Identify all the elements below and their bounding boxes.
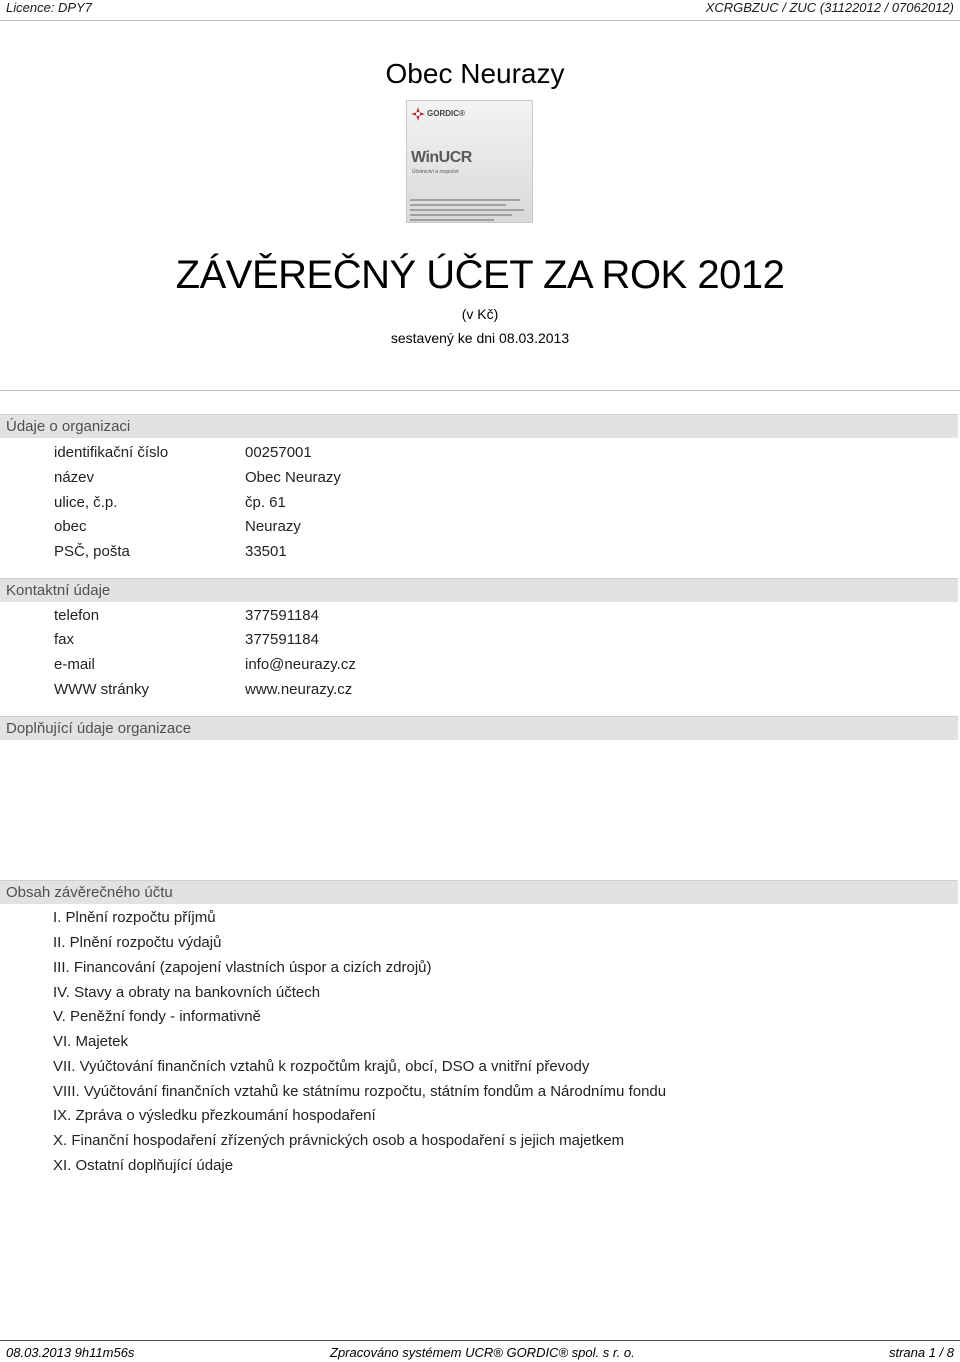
header-divider xyxy=(0,20,960,21)
org-value: 00257001 xyxy=(245,444,312,461)
logo-product: WinUCR xyxy=(411,149,472,166)
toc-item: V. Peněžní fondy - informativně xyxy=(53,1008,261,1025)
org-label: obec xyxy=(54,518,87,535)
section-organization: Údaje o organizaci xyxy=(0,414,958,438)
contact-label: fax xyxy=(54,631,75,648)
footer-processed-by: Zpracováno systémem UCR® GORDIC® spol. s r. o. xyxy=(330,1345,635,1360)
organization-title: Obec Neurazy xyxy=(385,58,565,89)
toc-item: III. Financování (zapojení vlastních úspor a cizích zdrojů) xyxy=(53,959,432,976)
toc-item: X. Finanční hospodaření zřízených právnických osob a hospodaření s jejich majetkem xyxy=(53,1132,625,1149)
license-label: Licence: DPY7 xyxy=(6,0,92,15)
toc-item: IX. Zpráva o výsledku přezkoumání hospodaření xyxy=(53,1107,376,1124)
toc-item: II. Plnění rozpočtu výdajů xyxy=(53,934,222,951)
contact-label: e-mail xyxy=(54,656,95,673)
toc-item: IV. Stavy a obraty na bankovních účtech xyxy=(53,984,321,1001)
currency-unit: (v Kč) xyxy=(461,306,499,322)
report-code: XCRGBZUC / ZUC (31122012 / 07062012) xyxy=(705,0,954,15)
logo-product-subtitle: Účetnictví a rozpočet xyxy=(412,169,459,175)
contact-value: 377591184 xyxy=(245,631,319,648)
org-value: Neurazy xyxy=(245,518,301,535)
logo-brand: GORDIC® xyxy=(427,109,465,118)
logo-fine-print xyxy=(410,199,530,223)
email-value: info@neurazy.cz xyxy=(245,656,356,673)
footer-timestamp: 08.03.2013 9h11m56s xyxy=(6,1345,135,1360)
contact-label: WWW stránky xyxy=(54,681,149,698)
contact-value: 377591184 xyxy=(245,607,319,624)
section-additional: Doplňující údaje organizace xyxy=(0,716,958,740)
compiled-date: sestavený ke dni 08.03.2013 xyxy=(390,330,570,346)
footer-page-number: strana 1 / 8 xyxy=(888,1345,954,1360)
org-label: název xyxy=(54,469,95,486)
org-label: identifikační číslo xyxy=(54,444,169,461)
winucr-logo xyxy=(406,100,533,223)
org-label: PSČ, pošta xyxy=(54,543,130,560)
toc-item: I. Plnění rozpočtu příjmů xyxy=(53,909,216,926)
org-label: ulice, č.p. xyxy=(54,494,118,511)
org-value: 33501 xyxy=(245,543,287,560)
website-value: www.neurazy.cz xyxy=(245,681,353,698)
section-contacts: Kontaktní údaje xyxy=(0,578,958,602)
toc-item: XI. Ostatní doplňující údaje xyxy=(53,1157,234,1174)
footer-divider xyxy=(0,1340,960,1341)
contact-label: telefon xyxy=(54,607,100,624)
toc-item: VII. Vyúčtování finančních vztahů k rozpočtům krajů, obcí, DSO a vnitřní převody xyxy=(53,1058,590,1075)
title-divider xyxy=(0,390,960,391)
toc-item: VI. Majetek xyxy=(53,1033,129,1050)
org-value: čp. 61 xyxy=(245,494,286,511)
document-title: ZÁVĚREČNÝ ÚČET ZA ROK 2012 xyxy=(175,253,785,297)
section-contents: Obsah závěrečného účtu xyxy=(0,880,958,904)
org-value: Obec Neurazy xyxy=(245,469,341,486)
gordic-star-icon xyxy=(411,107,425,121)
toc-item: VIII. Vyúčtování finančních vztahů ke státnímu rozpočtu, státním fondům a Národnímu fondu xyxy=(53,1083,667,1100)
